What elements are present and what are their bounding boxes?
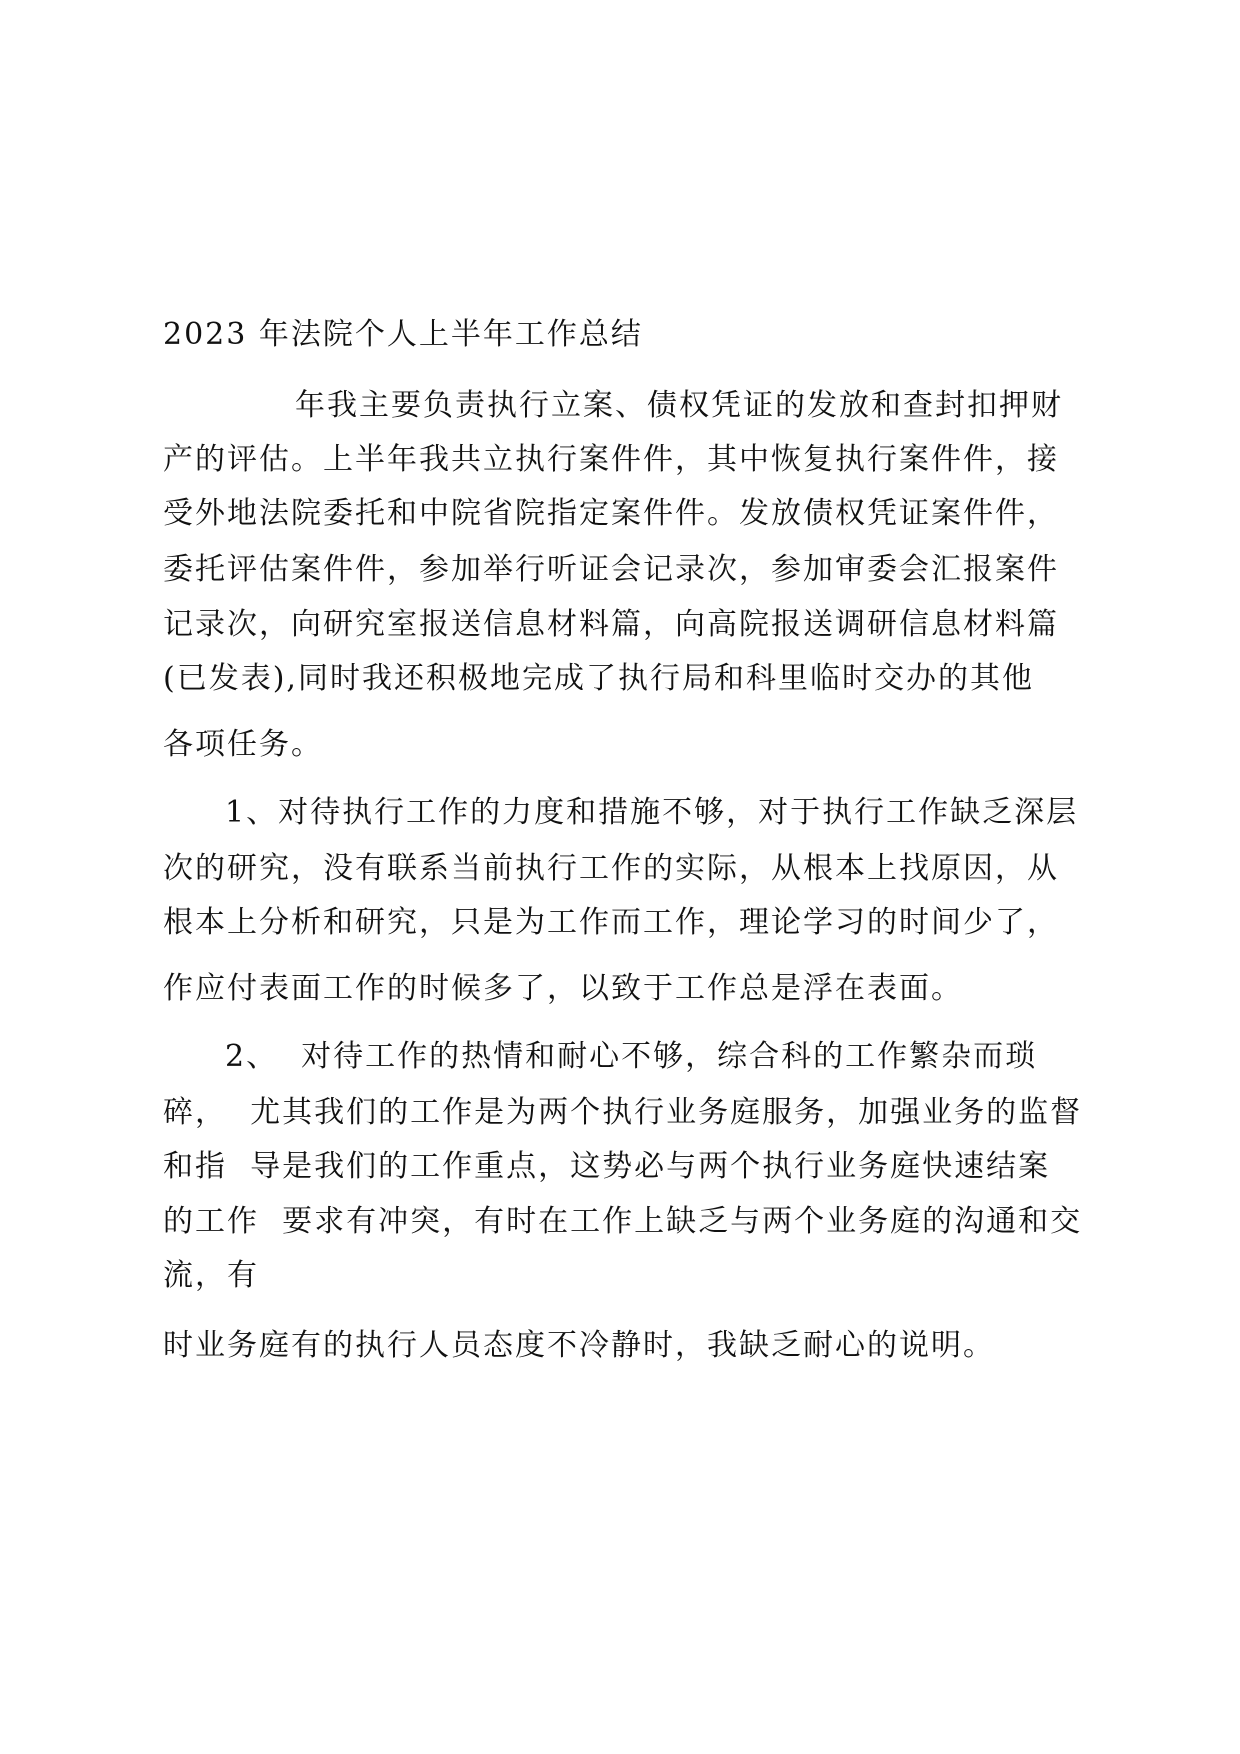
paragraph-1-line-7: 各项任务。: [163, 727, 323, 762]
paragraph-3-line-4: 的工作 要求有冲突，有时在工作上缺乏与两个业务庭的沟通和交: [163, 1204, 1083, 1239]
paragraph-2-line-3: 根本上分析和研究，只是为工作而工作，理论学习的时间少了，: [163, 905, 1059, 940]
paragraph-3-line-5: 流，有: [163, 1258, 259, 1293]
paragraph-3-line-2: 碎， 尤其我们的工作是为两个执行业务庭服务，加强业务的监督: [163, 1095, 1083, 1130]
paragraph-1-line-6: (已发表),同时我还积极地完成了执行局和科里临时交办的其他: [163, 661, 1034, 696]
paragraph-3-line-6: 时业务庭有的执行人员态度不冷静时，我缺乏耐心的说明。: [163, 1328, 995, 1363]
paragraph-2-line-2: 次的研究，没有联系当前执行工作的实际，从根本上找原因，从: [163, 851, 1059, 886]
document-title: 2023 年法院个人上半年工作总结: [163, 317, 643, 352]
paragraph-1-line-3: 受外地法院委托和中院省院指定案件件。发放债权凭证案件件，: [163, 496, 1059, 531]
paragraph-1-line-1: 年我主要负责执行立案、债权凭证的发放和查封扣押财: [295, 388, 1063, 423]
paragraph-1-line-2: 产的评估。上半年我共立执行案件件，其中恢复执行案件件，接: [163, 442, 1059, 477]
paragraph-2-line-1: 1、对待执行工作的力度和措施不够，对于执行工作缺乏深层: [225, 795, 1079, 830]
paragraph-1-line-4: 委托评估案件件，参加举行听证会记录次，参加审委会汇报案件: [163, 552, 1059, 587]
paragraph-3-line-1: 2、 对待工作的热情和耐心不够，综合科的工作繁杂而琐: [225, 1039, 1038, 1074]
paragraph-3-line-3: 和指 导是我们的工作重点，这势必与两个执行业务庭快速结案: [163, 1149, 1051, 1184]
paragraph-1-line-5: 记录次，向研究室报送信息材料篇，向高院报送调研信息材料篇: [163, 607, 1059, 642]
paragraph-2-line-4: 作应付表面工作的时候多了，以致于工作总是浮在表面。: [163, 971, 963, 1006]
